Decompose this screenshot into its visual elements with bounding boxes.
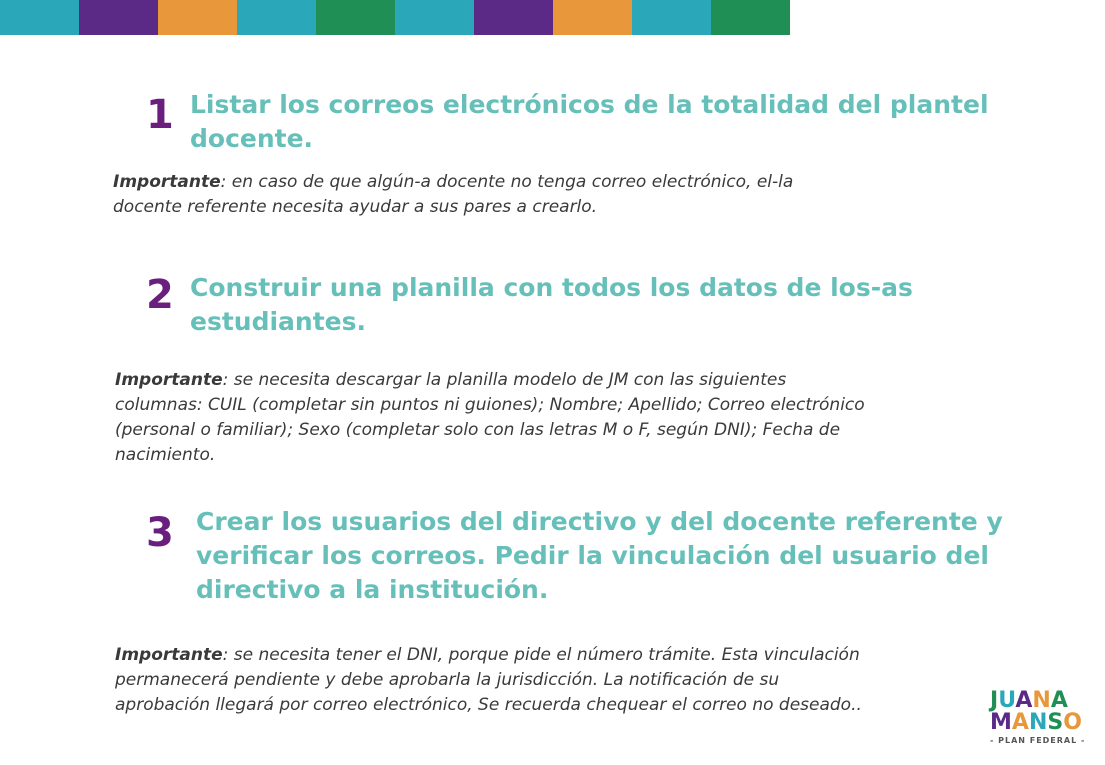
top-color-bar [0, 0, 790, 35]
note-text: nacimiento. [115, 445, 216, 465]
step-title-line: verificar los correos. Pedir la vinculación del usuario del [196, 541, 989, 570]
note-text: : se necesita tener el DNI, porque pide el número trámite. Esta vinculación [222, 645, 860, 665]
logo-letter: O [1063, 710, 1082, 735]
logo-row-2 [990, 712, 1090, 734]
logo-letter: J [990, 688, 999, 713]
step-title-line: Crear los usuarios del directivo y del docente referente y [196, 507, 1003, 536]
note-text: : en caso de que algún-a docente no tenga correo electrónico, el-la [220, 172, 794, 192]
color-segment [79, 0, 158, 35]
note-text: columnas: CUIL (completar sin puntos ni guiones); Nombre; Apellido; Correo electrónico [115, 395, 865, 415]
logo-letter: A [1011, 710, 1029, 735]
step-note [115, 368, 865, 468]
step-title-line: docente. [190, 124, 314, 153]
step-title-line: directivo a la institución. [196, 575, 549, 604]
step-note [113, 170, 793, 220]
logo-row-1 [990, 690, 1090, 712]
step-title-line: Construir una planilla con todos los datos de los-as [190, 273, 913, 302]
step-number: 1 [146, 92, 174, 138]
note-label: Importante [113, 172, 221, 192]
logo-letter: A [1050, 688, 1068, 713]
color-segment [632, 0, 711, 35]
color-segment [474, 0, 553, 35]
note-text: (personal o familiar); Sexo (completar solo con las letras M o F, según DNI); Fecha de [115, 420, 841, 440]
step-note [115, 643, 862, 718]
note-text: : se necesita descargar la planilla modelo de JM con las siguientes [222, 370, 787, 390]
logo-letter: U [998, 688, 1016, 713]
logo-letter: N [1032, 688, 1051, 713]
step-title-line: estudiantes. [190, 307, 367, 336]
color-segment [316, 0, 395, 35]
step-number: 2 [146, 272, 174, 318]
note-text: aprobación llegará por correo electrónico, Se recuerda chequear el correo no deseado.. [115, 695, 862, 715]
step-title-line: Listar los correos electrónicos de la totalidad del plantel [190, 90, 989, 119]
color-segment [711, 0, 790, 35]
color-segment [395, 0, 474, 35]
logo-letter: N [1028, 710, 1048, 735]
step-title [196, 505, 1003, 607]
note-text: docente referente necesita ayudar a sus pares a crearlo. [113, 197, 598, 217]
color-segment [237, 0, 316, 35]
note-text: permanecerá pendiente y debe aprobarla la jurisdicción. La notificación de su [115, 670, 780, 690]
step-title [190, 88, 989, 156]
color-segment [158, 0, 237, 35]
step-title [190, 271, 913, 339]
logo-subtitle: - PLAN FEDERAL - [990, 736, 1086, 745]
color-segment [0, 0, 79, 35]
logo-letter: A [1015, 688, 1033, 713]
juana-manso-logo [990, 690, 1090, 745]
color-segment [553, 0, 632, 35]
step-number: 3 [146, 510, 174, 556]
logo-letter: S [1047, 710, 1064, 735]
note-label: Importante [115, 370, 223, 390]
note-label: Importante [115, 645, 223, 665]
logo-letter: M [990, 710, 1012, 735]
